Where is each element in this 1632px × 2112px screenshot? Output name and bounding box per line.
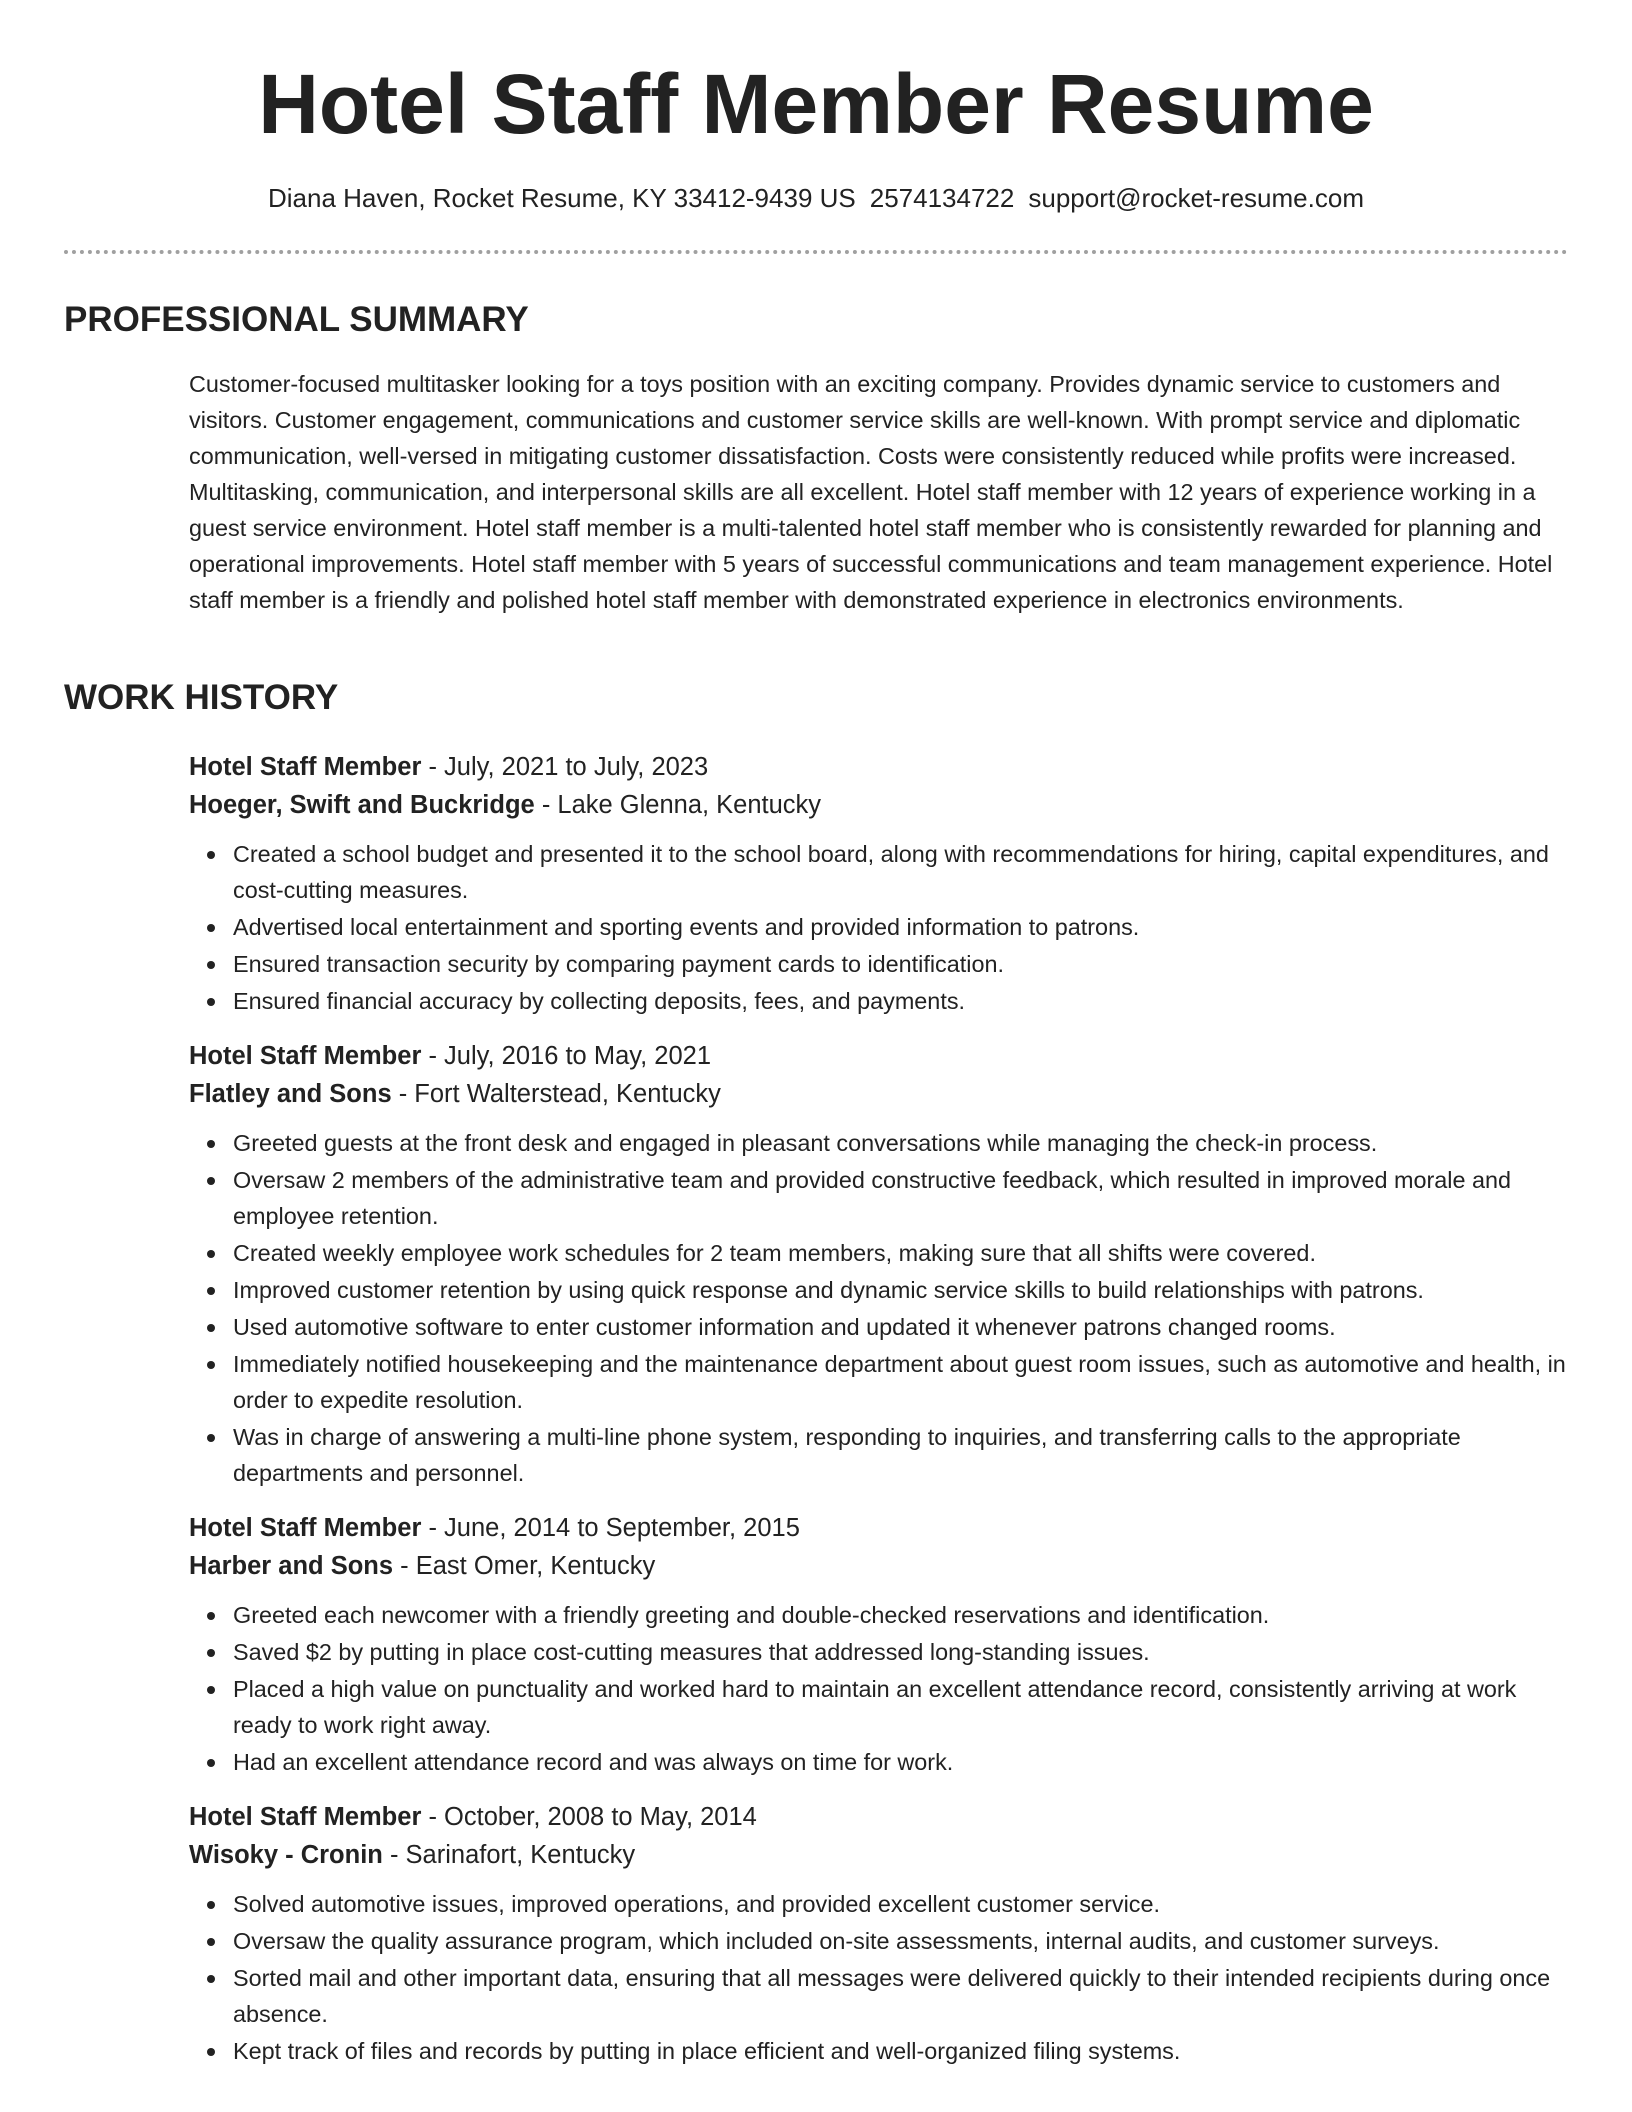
job-location: - Lake Glenna, Kentucky (534, 791, 822, 819)
job-company: Flatley and Sons (189, 1080, 392, 1108)
job-bullets (189, 1886, 1569, 2069)
job-title: Hotel Staff Member (189, 753, 422, 781)
job-dates: - July, 2016 to May, 2021 (421, 1042, 712, 1070)
job-bullet: Was in charge of answering a multi-line phone system, responding to inquiries, and transferring calls to the appropriate departments and personnel. (233, 1419, 1569, 1491)
job-location: - Sarinafort, Kentucky (382, 1841, 636, 1869)
job-entry (189, 748, 1569, 1019)
job-company: Wisoky - Cronin (189, 1841, 383, 1869)
contact-phone: 2574134722 (869, 183, 1015, 213)
job-company-line (189, 1075, 1569, 1113)
job-bullet: Created weekly employee work schedules for 2 team members, making sure that all shifts were covered. (233, 1235, 1569, 1271)
job-bullet: Had an excellent attendance record and was always on time for work. (233, 1744, 1569, 1780)
job-title-line (189, 1037, 1569, 1075)
job-title-line (189, 1509, 1569, 1547)
job-bullet: Oversaw the quality assurance program, which included on-site assessments, internal audits, and customer surveys. (233, 1923, 1569, 1959)
job-company-line (189, 1836, 1569, 1874)
job-dates: - June, 2014 to September, 2015 (421, 1514, 800, 1542)
job-entry (189, 1037, 1569, 1491)
job-title: Hotel Staff Member (189, 1514, 422, 1542)
job-bullets (189, 836, 1569, 1019)
contact-info (0, 180, 1632, 216)
job-company: Hoeger, Swift and Buckridge (189, 791, 535, 819)
job-bullets (189, 1597, 1569, 1780)
job-bullet: Ensured financial accuracy by collecting deposits, fees, and payments. (233, 983, 1569, 1019)
job-bullet: Greeted guests at the front desk and engaged in pleasant conversations while managing the check-in process. (233, 1125, 1569, 1161)
resume-title: Hotel Staff Member Resume (258, 57, 1374, 151)
job-bullet: Placed a high value on punctuality and worked hard to maintain an excellent attendance record, consistently arriving at work ready to work right away. (233, 1671, 1569, 1743)
job-bullet: Sorted mail and other important data, ensuring that all messages were delivered quickly to their intended recipients during once absence. (233, 1960, 1569, 2032)
summary-heading: PROFESSIONAL SUMMARY (64, 300, 529, 339)
job-title-line (189, 1798, 1569, 1836)
job-dates: - October, 2008 to May, 2014 (421, 1803, 757, 1831)
job-entry (189, 1798, 1569, 2069)
job-dates: - July, 2021 to July, 2023 (421, 753, 709, 781)
job-bullet: Improved customer retention by using quick response and dynamic service skills to build relationships with patrons. (233, 1272, 1569, 1308)
work-history-list (189, 748, 1569, 2087)
header-divider (64, 250, 1568, 254)
job-bullet: Ensured transaction security by comparing payment cards to identification. (233, 946, 1569, 982)
job-bullet: Used automotive software to enter customer information and updated it whenever patrons changed rooms. (233, 1309, 1569, 1345)
job-entry (189, 1509, 1569, 1780)
job-title-line (189, 748, 1569, 786)
job-company-line (189, 786, 1569, 824)
job-company: Harber and Sons (189, 1552, 394, 1580)
job-location: - East Omer, Kentucky (393, 1552, 656, 1580)
job-location: - Fort Walterstead, Kentucky (391, 1080, 721, 1108)
summary-text: Customer-focused multitasker looking for a toys position with an exciting company. Provides dynamic service to customers and visitors. Customer engagement, communications and customer service skills are well-known. With prompt service and diplomatic communication, well-versed in mitigating customer dissatisfaction. Costs were consistently reduced while profits were increased. Multitasking, communication, and interpersonal skills are all excellent. Hotel staff member with 12 years of experience working in a guest service environment. Hotel staff member is a multi-talented hotel staff member who is consistently rewarded for planning and operational improvements. Hotel staff member with 5 years of successful communications and team management experience. Hotel staff member is a friendly and polished hotel staff member with demonstrated experience in electronics environments. (189, 371, 1553, 613)
job-bullet: Kept track of files and records by putting in place efficient and well-organized filing systems. (233, 2033, 1569, 2069)
job-bullet: Greeted each newcomer with a friendly greeting and double-checked reservations and identification. (233, 1597, 1569, 1633)
job-title: Hotel Staff Member (189, 1803, 422, 1831)
job-bullets (189, 1125, 1569, 1491)
job-bullet: Oversaw 2 members of the administrative team and provided constructive feedback, which resulted in improved morale and employee retention. (233, 1162, 1569, 1234)
job-title: Hotel Staff Member (189, 1042, 422, 1070)
job-bullet: Immediately notified housekeeping and the maintenance department about guest room issues, such as automotive and health, in order to expedite resolution. (233, 1346, 1569, 1418)
job-bullet: Saved $2 by putting in place cost-cutting measures that addressed long-standing issues. (233, 1634, 1569, 1670)
job-bullet: Created a school budget and presented it to the school board, along with recommendations for hiring, capital expenditures, and cost-cutting measures. (233, 836, 1569, 908)
job-bullet: Solved automotive issues, improved operations, and provided excellent customer service. (233, 1886, 1569, 1922)
job-company-line (189, 1547, 1569, 1585)
job-bullet: Advertised local entertainment and sporting events and provided information to patrons. (233, 909, 1569, 945)
contact-email: support@rocket-resume.com (1028, 183, 1364, 213)
contact-address: Diana Haven, Rocket Resume, KY 33412-9439 US (268, 183, 856, 213)
work-history-heading: WORK HISTORY (64, 678, 339, 717)
